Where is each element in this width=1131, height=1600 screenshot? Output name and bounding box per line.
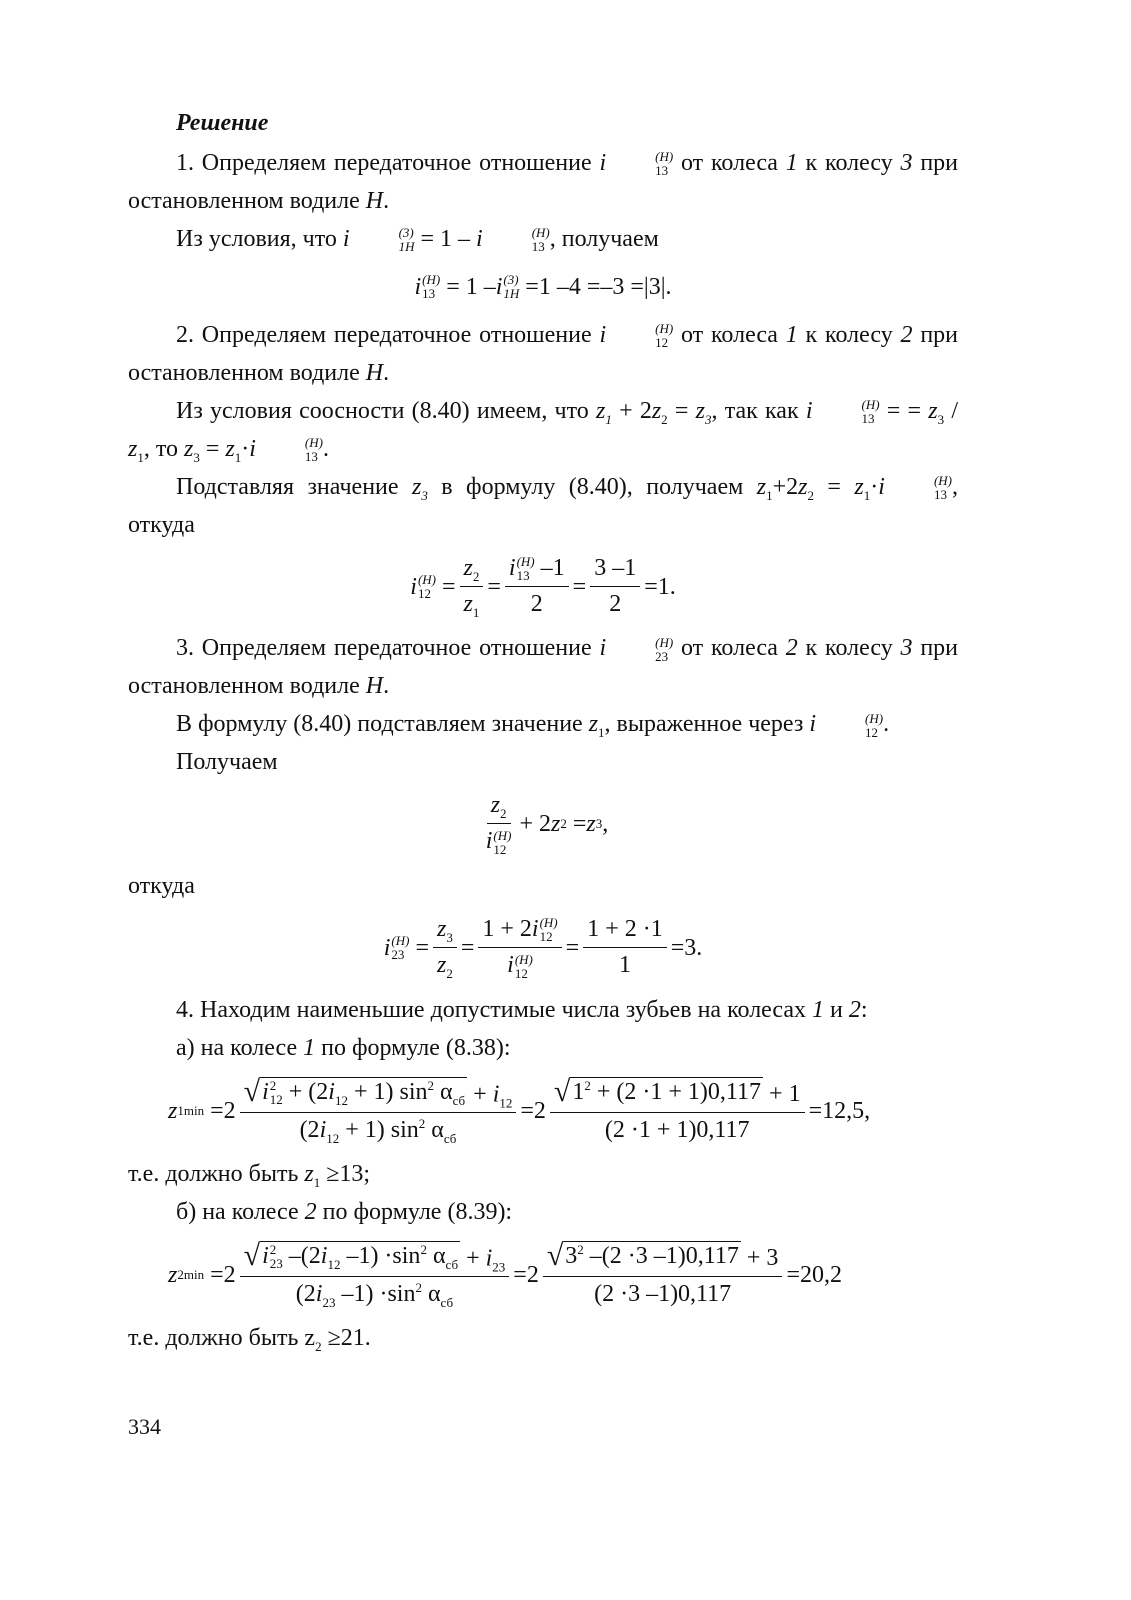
step-4-paragraph: 4. Находим наименьшие допустимые числа зубьев на колесах 1 и 2: [176, 996, 868, 1023]
formula-substitution-paragraph: В формулу (8.40) подставляем значение $z_1$, выраженное через i (H) 12 . [176, 710, 890, 741]
equation-z2min: z 2min =2 √ i 2 23 $-(2i_{12}$ $-1) \cdot\sin^2$ $\alpha_{сб}$ + $i_{23}$ ($2i_{23}$ $-1) \cdot\sin^2$ $\alpha_{сб}$ =2 √ $3^2$ –(2 ·3 –1)0,117 + 3 (2 ·3 –1)0,117 =20,2 [168, 1238, 842, 1310]
result-1-paragraph: т.е. должно быть $z_1 \ge 13$; [128, 1160, 371, 1190]
equation-z1min: z 1min =2 √ i 2 12 + $(2i_{12} + 1)$ $\sin^2 \alpha_{сб}$ + $i_{12}$ $(2i_{12} + 1)$ $\sin^2 \alpha_{сб}$ =2 √ $1^2 + (2 \cdot 1 + 1)0,117$ + 1 (2 ·1 + 1)0,117 =12,5, [168, 1074, 871, 1146]
equation-z3: $z_2$ i (H) 12 + 2 z 2 = z 3 , [485, 792, 609, 857]
result-2-paragraph: т.е. должно быть $z_2 \ge 21$. [128, 1324, 371, 1354]
equation-i12: i (H) 12 = $\frac{z_2}{z_1}$ = i (H) 13 –1 2 = $\frac{3 -1}{2}$ =1. [410, 554, 676, 620]
step-2-paragraph: 2. Определяем передаточное отношение i (H) 12 от колеса 1 к колесу 2 при остановленном водиле H. [128, 321, 959, 386]
step-3-paragraph: 3. Определяем передаточное отношение i (H) 23 от колеса 2 к колесу 3 при остановленном водиле H. [128, 634, 959, 700]
page-number: 334 [128, 1414, 161, 1439]
item-b-paragraph: б) на колесе 2 по формуле (8.39): [176, 1198, 513, 1225]
page-body [128, 104, 958, 1357]
equation-i13: i (H) 13 = 1 – i (3) 1H =1 –4 =–3 =|3|. [414, 272, 672, 301]
step-1-paragraph: 1. Определяем передаточное отношение i (H) 13 от колеса 1 к колесу 3 при остановленном водиле H. [128, 149, 959, 214]
equation-i23: i (H) 23 = $\frac{z_3}{z_2}$ = 1 + 2i (H) 12 i (H) 12 = $\frac{1 + 2 \cdot 1}{1}$ =3. [383, 915, 703, 981]
coaxiality-paragraph: Из условия соосности (8.40) имеем, что $z_1 + 2z_2 = z_3$, так как i (H) 13 = = $z_3 / z_1$, то $z_3 = z_1\cdot i$ (H) 13 . [128, 397, 958, 465]
condition-1-paragraph: Из условия, что i (3) 1H = 1 – i (H) 13 , получаем [176, 225, 659, 255]
substitution-paragraph: Подставляя значение $z_3$ в формулу (8.40), получаем $z_1+2z_2 = z_1\cdot i$ (H) 13 , откуда [128, 473, 958, 538]
item-a-paragraph: а) на колесе 1 по формуле (8.38): [176, 1034, 511, 1061]
whence-label: откуда [128, 872, 195, 899]
section-title: Решение [176, 110, 269, 136]
get-label: Получаем [176, 749, 278, 776]
